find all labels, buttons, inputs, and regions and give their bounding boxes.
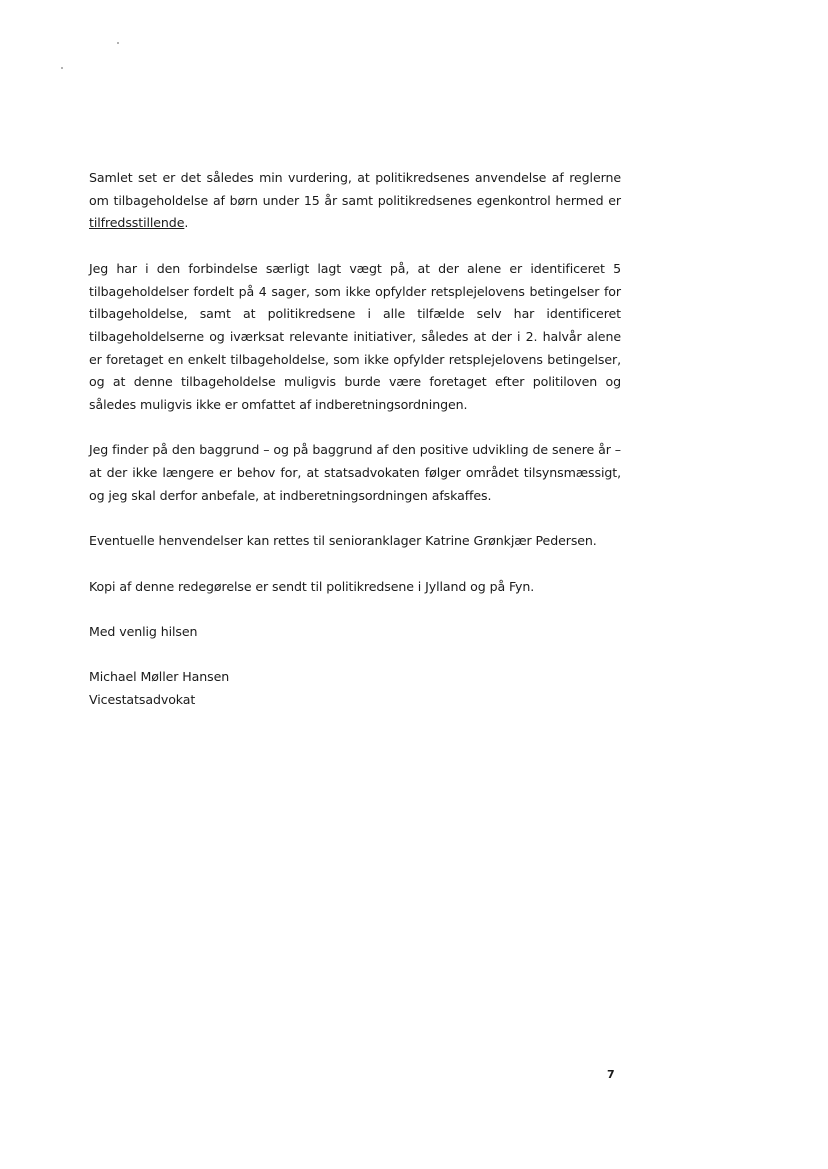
scan-speck [61, 67, 63, 69]
page-number: 7 [607, 1068, 615, 1081]
paragraph-assessment [89, 167, 621, 235]
signature-name: Michael Møller Hansen [89, 669, 230, 685]
paragraph-contact: Eventuelle henvendelser kan rettes til senioranklager Katrine Grønkjær Pedersen. [89, 533, 597, 549]
assessment-period: . [184, 215, 189, 231]
assessment-conclusion: tilfredsstillende [89, 215, 185, 231]
letter-body [89, 167, 621, 712]
paragraph-recommendation: Jeg finder på den baggrund – og på baggrund af den positive udvikling de senere år – at der ikke længere er behov for, at statsadvokaten følger området tilsynsmæssigt, og jeg skal derfor anbefale, at indberetningsordningen afskaffes. [89, 442, 621, 503]
closing-greeting: Med venlig hilsen [89, 623, 198, 639]
paragraph-copy-note: Kopi af denne redegørelse er sendt til politikredsene i Jylland og på Fyn. [89, 578, 535, 594]
paragraph-reasoning: Jeg har i den forbindelse særligt lagt vægt på, at der alene er identificeret 5 tilbageholdelser fordelt på 4 sager, som ikke opfylder retsplejelovens betingelser for tilbageholdelse, samt at politikredsene i alle tilfælde selv har identificeret tilbageholdelserne og iværksat relevante initiativer, således at der i 2. halvår alene er foretaget en enkelt tilbageholdelse, som ikke opfylder retsplejelovens betingelser, og at denne tilbageholdelse muligvis burde være foretaget efter politiloven og således muligvis ikke er omfattet af indberetningsordningen. [89, 260, 621, 413]
scan-speck [117, 42, 119, 44]
assessment-text: Samlet set er det således min vurdering, at politikredsenes anvendelse af reglerne om tilbageholdelse af børn under 15 år samt politikredsenes egenkontrol hermed er [89, 170, 621, 208]
signature-title: Vicestatsadvokat [89, 692, 196, 708]
signature-block [89, 666, 621, 711]
